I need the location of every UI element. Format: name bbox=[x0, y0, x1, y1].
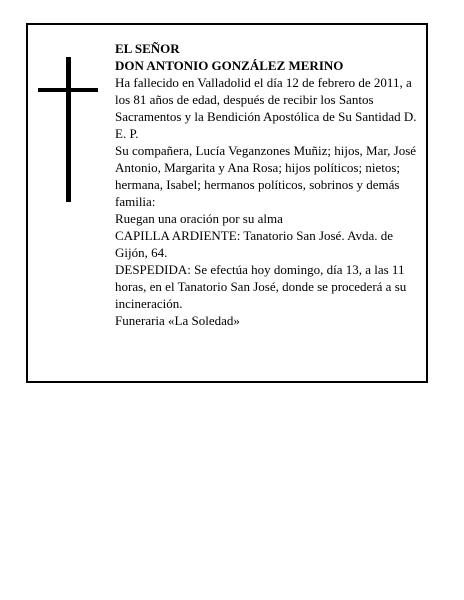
notice-title-line1: EL SEÑOR bbox=[115, 41, 180, 56]
family-list: Su compañera, Lucía Veganzones Muñiz; hijos, Mar, José Antonio, Margarita y Ana Rosa; hijos políticos; nietos; hermana, Isabel; hermanos políticos, sobrinos y demás familia: bbox=[115, 143, 417, 209]
chapel-info: CAPILLA ARDIENTE: Tanatorio San José. Avda. de Gijón, 64. bbox=[115, 228, 394, 260]
funeral-home: Funeraria «La Soledad» bbox=[115, 313, 240, 328]
prayer-request: Ruegan una oración por su alma bbox=[115, 211, 283, 226]
cross-icon bbox=[38, 57, 98, 202]
cross-horizontal-bar bbox=[38, 88, 98, 92]
obituary-notice bbox=[26, 23, 428, 383]
death-announcement: Ha fallecido en Valladolid el día 12 de febrero de 2011, a los 81 años de edad, después de recibir los Santos Sacramentos y la Bendición Apostólica de Su Santidad D. E. P. bbox=[115, 75, 417, 141]
cross-vertical-bar bbox=[66, 57, 71, 202]
notice-text bbox=[115, 40, 423, 329]
farewell-info: DESPEDIDA: Se efectúa hoy domingo, día 13, a las 11 horas, en el Tanatorio San José, donde se procederá a su incineración. bbox=[115, 262, 407, 311]
notice-title-line2: DON ANTONIO GONZÁLEZ MERINO bbox=[115, 58, 344, 73]
